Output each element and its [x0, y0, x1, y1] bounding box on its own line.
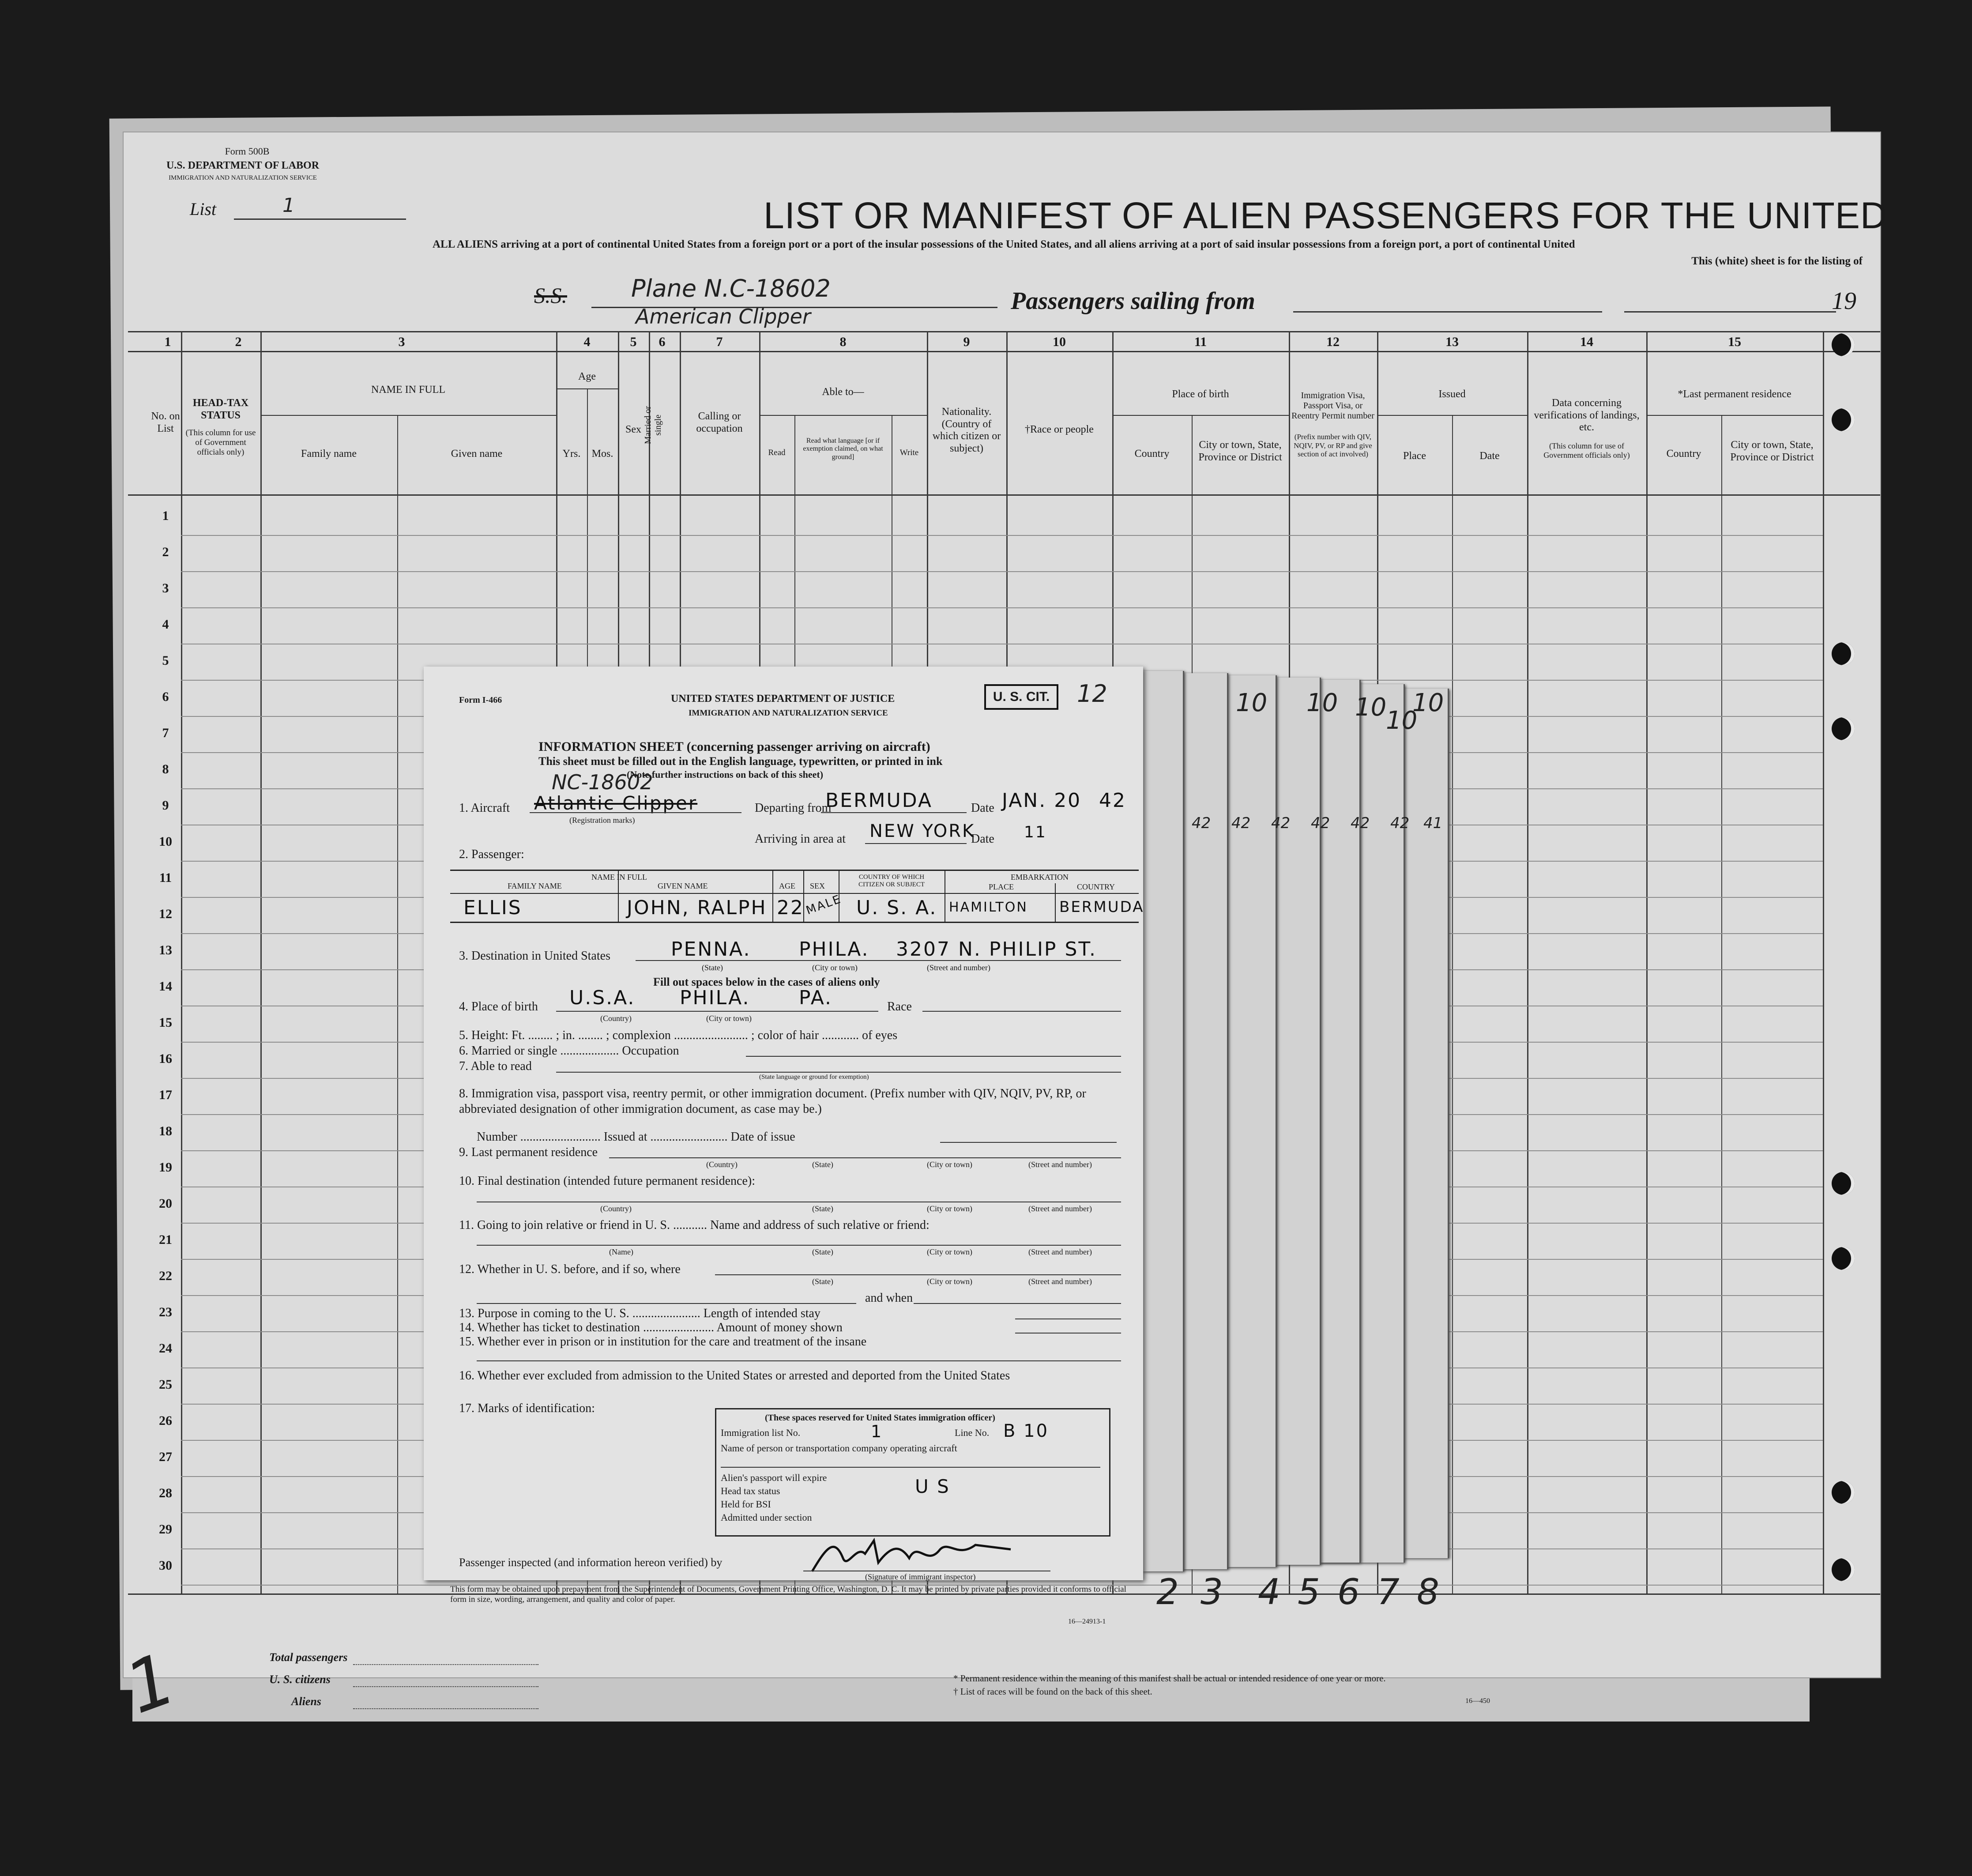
birth-label: 4. Place of birth [459, 1000, 538, 1013]
purpose-line: 13. Purpose in coming to the U. S. ...................... Length of intended stay [459, 1307, 820, 1320]
final-city-caption: (City or town) [927, 1204, 972, 1213]
info-service: IMMIGRATION AND NATURALIZATION SERVICE [689, 708, 888, 718]
arriving-underline [865, 843, 967, 844]
final-country-caption: (Country) [600, 1204, 632, 1213]
registration-marks-caption: (Registration marks) [569, 816, 635, 825]
race-underline [922, 1011, 1121, 1012]
final-street-caption: (Street and number) [1028, 1204, 1092, 1213]
stack-mark: 10 [1355, 693, 1387, 722]
col-rule [1721, 415, 1722, 1593]
col-num-10: 10 [1053, 335, 1066, 349]
info-instruction-1: This sheet must be filled out in the English language, typewritten, or printed in ink [538, 755, 943, 768]
row-number: 21 [159, 1232, 172, 1247]
header-bottom-rule [128, 494, 1880, 496]
department-name: U.S. DEPARTMENT OF LABOR [166, 160, 320, 171]
residence-state-caption: (State) [812, 1160, 833, 1169]
hdr-write: Write [899, 448, 919, 457]
sailing-label: Passengers sailing from [1011, 287, 1255, 315]
admitted-section-label: Admitted under section [721, 1512, 812, 1523]
col-num-14: 14 [1580, 335, 1593, 349]
stack-number: 2 [1156, 1571, 1179, 1612]
citizen-stamp: U. S. CIT. [984, 684, 1058, 710]
col-num-11: 11 [1194, 335, 1207, 349]
height-line: 5. Height: Ft. ........ ; in. ........ ; complexion ........................ ; color of hair ............ of eyes [459, 1028, 898, 1042]
hdr-city: City or town, State, Province or District [1198, 439, 1282, 463]
total-passengers-line [353, 1664, 538, 1665]
row-number: 30 [159, 1558, 172, 1573]
aircraft-value: Atlantic Clipper [534, 792, 698, 814]
residence-city-caption: (City or town) [927, 1160, 972, 1169]
binder-hole [1832, 642, 1855, 665]
hdr-residence-country: Country [1666, 448, 1701, 460]
year-label: 19 [1832, 287, 1856, 315]
occupation-underline [746, 1056, 1121, 1057]
hdr-yrs: Yrs. [562, 448, 581, 460]
operating-company-label: Name of person or transportation company operating aircraft [721, 1443, 957, 1454]
subheader-rule [1112, 415, 1289, 416]
stack-number: 7 [1377, 1571, 1400, 1612]
stack-date: 42 [1311, 814, 1330, 832]
departing-label: Departing from [755, 801, 832, 815]
row-number: 22 [159, 1269, 172, 1283]
col-num-13: 13 [1445, 335, 1459, 349]
head-tax-status-value: U S [915, 1476, 950, 1497]
passenger-age: 22 [777, 897, 804, 919]
row-number: 19 [159, 1160, 172, 1175]
row-number: 9 [162, 798, 169, 813]
list-label: List [190, 199, 217, 219]
col-num-12: 12 [1326, 335, 1340, 349]
col-num-5: 5 [630, 335, 637, 349]
row-number: 27 [159, 1450, 172, 1464]
hdr-issued-place: Place [1403, 450, 1426, 462]
last-residence-underline [609, 1157, 1121, 1158]
subheader-rule [1377, 415, 1527, 416]
passenger-table-col [1055, 883, 1056, 922]
money-shown-underline [1015, 1333, 1121, 1334]
birth-state: PA. [799, 987, 833, 1009]
row-number: 2 [162, 545, 169, 559]
footnote-code: 16—450 [1465, 1697, 1490, 1705]
and-when-underline-2 [914, 1303, 1121, 1304]
head-tax-status-label: Head tax status [721, 1485, 780, 1496]
stack-date: 42 [1231, 814, 1251, 832]
aliens-line [353, 1708, 538, 1709]
officer-reserved-note: (These spaces reserved for United States immigration officer) [765, 1413, 995, 1423]
manifest-subtitle: ALL ALIENS arriving at a port of continental United States from a foreign port or a port of the insular possessions of the United States, and all aliens arriving at a port of said insular possessions from a foreign port, a port of continental United [433, 238, 1575, 250]
stack-date: 42 [1271, 814, 1291, 832]
col-num-1: 1 [164, 335, 171, 349]
hdr-married: Married or single [643, 406, 663, 445]
passenger-table-rule [450, 893, 1139, 894]
binder-hole [1832, 333, 1855, 356]
ss-value: Plane N.C-18602 [631, 275, 831, 302]
final-state-caption: (State) [812, 1204, 833, 1213]
passenger-th-family: FAMILY NAME [508, 881, 562, 890]
subheader-rule [759, 415, 927, 416]
hdr-given-name: Given name [451, 448, 503, 460]
binder-hole [1832, 408, 1855, 431]
officer-box [715, 1408, 1110, 1537]
in-us-before-line: 12. Whether in U. S. before, and if so, where [459, 1262, 681, 1276]
date-underline [1624, 311, 1836, 313]
row-number: 15 [159, 1015, 172, 1030]
number-issued-line: Number .......................... Issued at ......................... Date of issue [477, 1130, 795, 1144]
and-when-underline-1 [477, 1303, 856, 1304]
married-line: 6. Married or single ................... Occupation [459, 1044, 679, 1058]
last-residence-line: 9. Last permanent residence [459, 1145, 598, 1159]
passport-expire-label: Alien's passport will expire [721, 1472, 827, 1483]
stack-mark: 10 [1236, 689, 1268, 717]
list-value: 1 [282, 194, 295, 217]
fine-print: This form may be obtained upon prepayment from the Superintendent of Documents, Government Printing Office, Washington, D. C. It may be printed by private parties provided it conforms to official form in size, wording, arrangement, and quality and color of paper. [450, 1585, 1126, 1604]
passenger-th-country: COUNTRY [1077, 882, 1115, 891]
hdr-head-tax: HEAD-TAX STATUS [192, 397, 249, 421]
birth-country: U.S.A. [569, 987, 636, 1009]
destination-city: PHILA. [799, 938, 869, 961]
row-number: 25 [159, 1377, 172, 1392]
row-number: 8 [162, 762, 169, 776]
row-number: 23 [159, 1305, 172, 1319]
aliens-only-note: Fill out spaces below in the cases of aliens only [653, 976, 880, 988]
row-number: 12 [159, 907, 172, 921]
aliens-label: Aliens [291, 1695, 321, 1708]
row-number: 1 [162, 509, 169, 523]
info-form-number: Form I-466 [459, 695, 502, 705]
col-num-6: 6 [659, 335, 666, 349]
col-rule [1452, 415, 1453, 1593]
table-row [181, 607, 1823, 608]
destination-label: 3. Destination in United States [459, 949, 610, 963]
immigration-list-value: 1 [871, 1422, 883, 1441]
relative-state-caption: (State) [812, 1247, 833, 1256]
passenger-th-citizen: COUNTRY OF WHICH CITIZEN OR SUBJECT [858, 874, 925, 888]
information-sheet [424, 667, 1143, 1580]
passenger-th-embarkation: EMBARKATION [1011, 873, 1069, 881]
row-number: 18 [159, 1124, 172, 1138]
registration-handwritten: NC-18602 [552, 770, 653, 794]
info-instruction-2: (Note further instructions on back of this sheet) [627, 769, 824, 780]
line-no-label: Line No. [955, 1427, 990, 1438]
destination-underline [636, 960, 1121, 961]
arriving-value: NEW YORK [869, 821, 975, 841]
residence-country-caption: (Country) [706, 1160, 738, 1169]
prison-underline [477, 1360, 1121, 1361]
arriving-label: Arriving in area at [755, 832, 846, 846]
row-number: 28 [159, 1486, 172, 1500]
immigration-document-line: 8. Immigration visa, passport visa, reentry permit, or other immigration document. (Prefix number with QIV, NQIV, PV, RP, or abbreviated designation of other immigration document, as case may be.) [459, 1087, 1086, 1116]
depart-date: JAN. 20 [1002, 789, 1082, 812]
col-num-3: 3 [398, 335, 405, 349]
stack-number: 6 [1337, 1571, 1360, 1612]
row-number: 5 [162, 653, 169, 668]
join-relative-line: 11. Going to join relative or friend in U. S. ........... Name and address of such relative or friend: [459, 1218, 930, 1232]
row-number: 11 [159, 870, 172, 885]
hdr-read: Read [768, 448, 786, 457]
header-top-rule [128, 331, 1880, 332]
ticket-line: 14. Whether has ticket to destination ....................... Amount of money shown [459, 1321, 843, 1334]
form-number: Form 500B [225, 146, 270, 157]
subheader-rule [556, 388, 618, 389]
line-no-value: B 10 [1003, 1421, 1049, 1441]
hdr-read-language: Read what language [or if exemption claimed, on what ground] [803, 437, 883, 461]
info-corner-number: 12 [1077, 680, 1107, 708]
birth-city: PHILA. [680, 987, 750, 1009]
birth-city-caption: (City or town) [706, 1014, 752, 1023]
row-number: 20 [159, 1196, 172, 1211]
col-num-2: 2 [235, 335, 242, 349]
passenger-th-sex: SEX [810, 881, 825, 890]
race-label: Race [887, 1000, 912, 1013]
passenger-th-age: AGE [779, 881, 795, 890]
hdr-head-tax-note: (This column for use of Government officials only) [185, 428, 256, 457]
aircraft-underline [530, 812, 741, 813]
print-code: 16—24913-1 [1068, 1618, 1106, 1625]
col-num-9: 9 [963, 335, 970, 349]
arrive-date-label: Date [971, 832, 994, 846]
signature-caption: (Signature of immigrant inspector) [865, 1572, 976, 1581]
hdr-sex: Sex [625, 424, 641, 435]
birth-country-caption: (Country) [600, 1014, 632, 1023]
passenger-emb-country: BERMUDA [1059, 898, 1144, 916]
hdr-name-in-full: NAME IN FULL [371, 384, 445, 396]
hdr-issued-date: Date [1479, 450, 1500, 462]
stack-number: 5 [1298, 1571, 1320, 1612]
table-row [181, 571, 1823, 572]
join-relative-underline [477, 1245, 1121, 1246]
row-number: 26 [159, 1413, 172, 1428]
destination-state: PENNA. [671, 938, 751, 961]
inspected-line: Passenger inspected (and information hereon verified) by [459, 1556, 723, 1569]
binder-hole [1832, 1172, 1855, 1195]
hdr-race: †Race or people [1025, 424, 1094, 435]
and-when-label: and when [865, 1291, 913, 1305]
row-number: 6 [162, 689, 169, 704]
passenger-th-given: GIVEN NAME [658, 881, 708, 890]
stack-date: 42 [1390, 814, 1410, 832]
stack-date: 42 [1192, 814, 1211, 832]
stack-mark: 10 [1306, 689, 1338, 717]
hdr-visa-note: (Prefix number with QIV, NQIV, PV, or RP and give section of act involved) [1294, 433, 1372, 459]
info-department: UNITED STATES DEPARTMENT OF JUSTICE [671, 693, 895, 704]
passenger-table-col [772, 871, 773, 922]
hdr-data-concerning: Data concerning verifications of landings, etc. [1534, 397, 1640, 433]
stack-number: 4 [1258, 1571, 1280, 1612]
destination-street-caption: (Street and number) [927, 963, 990, 972]
language-caption: (State language or ground for exemption) [759, 1074, 869, 1081]
row-number: 4 [162, 617, 169, 632]
stack-number: 3 [1201, 1571, 1223, 1612]
row-number: 16 [159, 1051, 172, 1066]
row-number: 14 [159, 979, 172, 994]
stack-date: 42 [1351, 814, 1370, 832]
total-passengers-label: Total passengers [269, 1651, 348, 1664]
row-number: 7 [162, 726, 169, 740]
stack-mark: 10 [1412, 689, 1444, 717]
destination-city-caption: (City or town) [812, 963, 858, 972]
arrive-date: 11 [1024, 823, 1047, 841]
residence-street-caption: (Street and number) [1028, 1160, 1092, 1169]
departing-value: BERMUDA [825, 789, 933, 812]
subheader-rule [1646, 415, 1823, 416]
passenger-emb-place: HAMILTON [949, 900, 1028, 915]
manifest-subtitle-2: This (white) sheet is for the listing of [1691, 255, 1863, 267]
footnote-2: † List of races will be found on the back of this sheet. [953, 1686, 1152, 1697]
hdr-no-on-list: No. on List [151, 411, 180, 434]
hdr-country: Country [1134, 448, 1170, 460]
binder-hole [1832, 717, 1855, 740]
margin-mark: 1 [115, 1637, 186, 1730]
passenger-table-col [618, 871, 619, 922]
depart-year: 42 [1099, 789, 1126, 812]
service-name: IMMIGRATION AND NATURALIZATION SERVICE [169, 174, 317, 181]
row-number: 24 [159, 1341, 172, 1356]
prison-line: 15. Whether ever in prison or in institution for the care and treatment of the insane [459, 1335, 867, 1349]
binder-hole [1832, 1481, 1855, 1504]
destination-street: 3207 N. PHILIP ST. [896, 938, 1097, 961]
row-number: 10 [159, 834, 172, 849]
relative-name-caption: (Name) [609, 1247, 633, 1256]
col-rule [397, 415, 398, 1593]
binder-hole [1832, 1558, 1855, 1581]
in-us-before-underline [715, 1274, 1121, 1275]
relative-street-caption: (Street and number) [1028, 1247, 1092, 1256]
col-num-4: 4 [583, 335, 591, 349]
date-of-issue-underline [940, 1142, 1117, 1143]
relative-city-caption: (City or town) [927, 1247, 972, 1256]
sailing-underline [1293, 311, 1602, 313]
passenger-family: ELLIS [463, 897, 522, 919]
info-title: INFORMATION SHEET (concerning passenger arriving on aircraft) [538, 739, 930, 754]
hdr-family-name: Family name [301, 448, 357, 460]
stack-number: 8 [1417, 1571, 1439, 1612]
passenger-sex: MALE [804, 892, 843, 918]
final-destination-line: 10. Final destination (intended future permanent residence): [459, 1174, 756, 1188]
stack-date: 41 [1423, 814, 1443, 832]
passenger-table [450, 870, 1144, 923]
read-underline [556, 1072, 1121, 1073]
intended-stay-underline [1015, 1318, 1121, 1319]
stack-mark: 10 [1386, 706, 1418, 735]
operating-underline [721, 1467, 1100, 1468]
manifest-title: LIST OR MANIFEST OF ALIEN PASSENGERS FOR THE UNITED [764, 195, 1888, 236]
footnote-1: * Permanent residence within the meaning of this manifest shall be actual or intended residence of one year or more. [953, 1673, 1386, 1684]
us-citizens-label: U. S. citizens [269, 1673, 331, 1686]
row-number: 29 [159, 1522, 172, 1537]
before-street-caption: (Street and number) [1028, 1277, 1092, 1286]
birth-underline [556, 1011, 878, 1012]
hdr-last-residence: *Last permanent residence [1678, 388, 1791, 400]
hdr-visa: Immigration Visa, Passport Visa, or Reentry Permit number [1291, 391, 1374, 421]
passenger-th-name-in-full: NAME IN FULL [591, 873, 647, 881]
before-city-caption: (City or town) [927, 1277, 972, 1286]
before-state-caption: (State) [812, 1277, 833, 1286]
hdr-calling: Calling or occupation [696, 411, 743, 434]
marks-identification-line: 17. Marks of identification: [459, 1401, 595, 1415]
hdr-issued: Issued [1438, 388, 1466, 400]
aircraft-label: 1. Aircraft [459, 801, 510, 815]
col-num-8: 8 [839, 335, 847, 349]
hdr-mos: Mos. [591, 448, 613, 460]
row-number: 13 [159, 943, 172, 957]
col-num-7: 7 [716, 335, 723, 349]
binder-hole [1832, 1247, 1855, 1270]
us-citizens-line [353, 1686, 538, 1687]
depart-date-label: Date [971, 801, 994, 815]
hdr-able-to: Able to— [822, 386, 864, 398]
held-bsi-label: Held for BSI [721, 1499, 771, 1510]
hdr-residence-city: City or town, State, Province or District [1730, 439, 1814, 463]
departing-underline [821, 812, 967, 813]
passenger-label: 2. Passenger: [459, 848, 524, 861]
ss-label: S.S. [534, 283, 567, 308]
header-number-rule [128, 351, 1880, 352]
table-row [181, 535, 1823, 536]
ss-value-2: American Clipper [636, 305, 811, 328]
hdr-nationality: Nationality. (Country of which citizen or subject) [932, 406, 1001, 454]
row-number: 17 [159, 1088, 172, 1102]
hdr-data-note: (This column for use of Government officials only) [1543, 441, 1630, 460]
passenger-given: JOHN, RALPH [627, 897, 767, 919]
subheader-rule [260, 415, 556, 416]
list-underline [234, 218, 406, 220]
hdr-age: Age [578, 371, 596, 382]
col-rule [1823, 331, 1824, 1593]
passenger-citizen: U. S. A. [856, 897, 937, 919]
hdr-place-of-birth: Place of birth [1172, 388, 1229, 400]
immigration-list-label: Immigration list No. [721, 1427, 801, 1438]
row-number: 3 [162, 581, 169, 595]
passenger-th-place: PLACE [989, 882, 1014, 891]
destination-state-caption: (State) [702, 963, 723, 972]
excluded-line: 16. Whether ever excluded from admission to the United States or arrested and deported from the United States [459, 1369, 1010, 1383]
able-to-read-line: 7. Able to read [459, 1059, 532, 1073]
col-num-15: 15 [1728, 335, 1741, 349]
